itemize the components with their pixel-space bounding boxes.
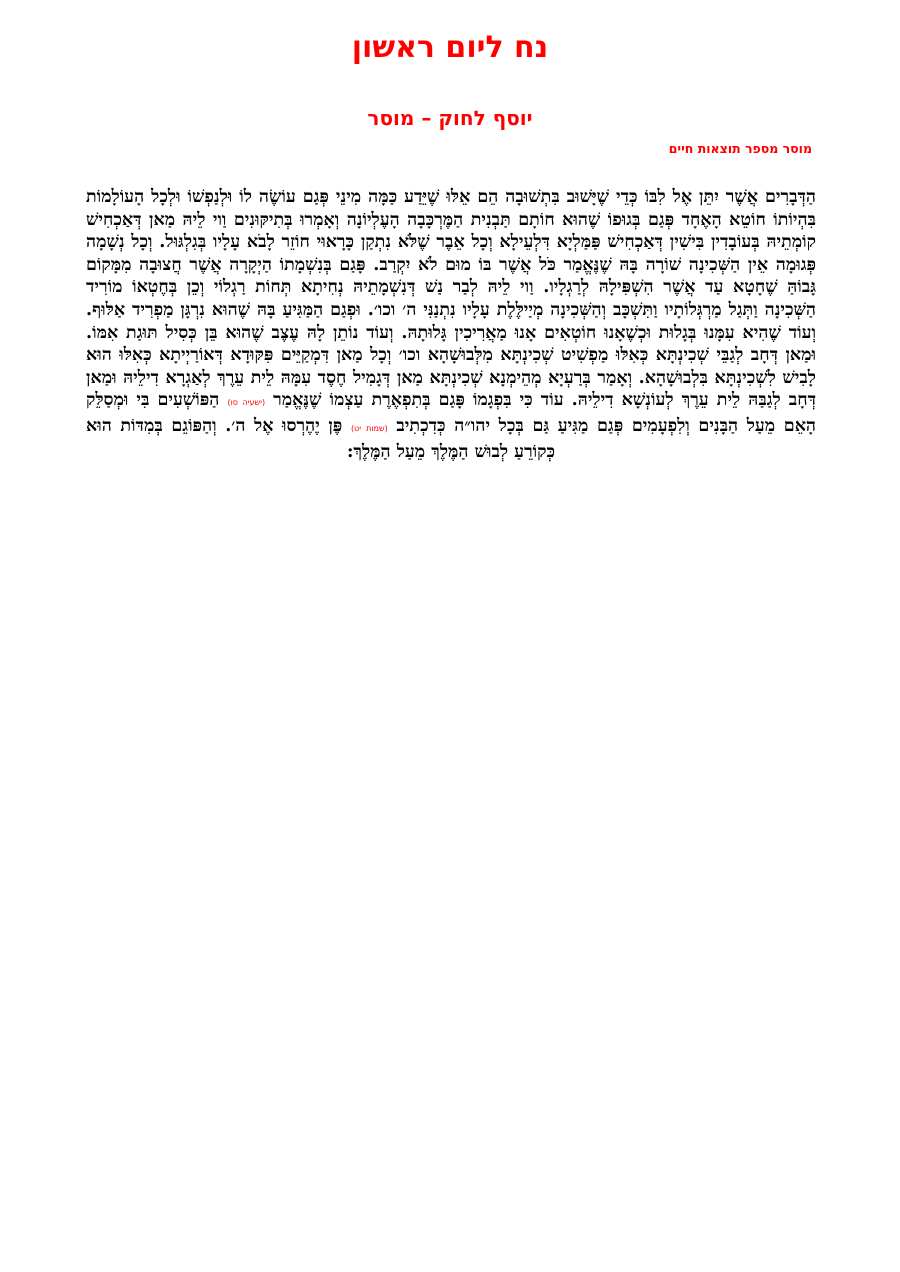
body-text-end: פֶּן יֶהֶרְסוּ אֶל ה׳. וְהַפּוֹגֵם בְּמִדּוֹת הוּא כְּקוֹרֵעַ לְבוּשׁ הַמֶּלֶךְ מֵעַל הַמֶּלֶךְ: <box>86 415 556 462</box>
source-reference: (ישעיה סו) <box>227 398 266 408</box>
source-reference: (שמות יט) <box>350 423 388 433</box>
page-title: נח ליום ראשון <box>351 30 549 65</box>
body-text-main: הַדְּבָרִים אֲשֶׁר יִתֵּן אֶל לִבּוֹ כְּדֵי שֶׁיָּשׁוּב בִּתְשׁוּבָה הֵם אֵלּוּ שֶׁיֵּדַע כַּמָּה מִינֵי פְּגַם עוֹשֶׂה לוֹ וּלְנַפְשׁוֹ וּלְכָל הָעוֹלָמוֹת בִּהְיוֹתוֹ חוֹטֵא הָאֶחָד פְּגַם בְּגוּפוֹ שֶׁהוּא חוֹתָם תַּבְנִית הַמֶּרְכָּבָה הָעֶלְיוֹנָה וְאָמְרוּ בְּתִיקּוּנִים וַוי לֵיהּ מַאן דְּאַכְחִישׁ קוֹמְתֵיהּ בְּעוֹבָדִין בִּישִׁין דְּאַכְחִישׁ פַּמַּלְיָא דִּלְעֵילָא וְכָל אֵבֶר שֶׁלֹּא נִתְקַן כָּרָאוּי חוֹזֵר לָבֹא עָלָיו בְּגִלְגּוּל. וְכָל נְשָׁמָה פְּגוּמָה אֵין הַשְּׁכִינָה שׁוֹרָה בָּהּ שֶׁנֶּאֱמַר כֹּל אֲשֶׁר בּוֹ מוּם לֹא יִקְרַב. פָּגַם בְּנִשְׁמָתוֹ הַיְקָרָה אֲשֶׁר חֲצוּבָה מִמָּקוֹם גָּבוֹהַּ שֶׁחָטָא עַד אֲשֶׁר הִשְׁפִּילָהּ לְרַגְלָיו. וַוי לֵיהּ לְבַר נַשׁ דְּנִשְׁמָתֵיהּ נְחִיתָא תְּחוֹת רַגְלוֹי וְכֵן בְּחֶטְאוֹ מוֹרִיד הַשְּׁכִינָה וַתְּגַל מַרְגְּלוֹתָיו וַתִּשְׁכָּב וְהַשְּׁכִינָה מְיַילֶּלֶת עָלָיו נִתְנַנִּי ה׳ וכו׳. וּפְגַם הַמַּגִּיעַ בָּהּ שֶׁהוּא נִרְגָּן מַפְרִיד אַלּוּף. וְעוֹד שֶׁהִיא עִמָּנוּ בְּגָלוּת וּכְשֶׁאָנוּ חוֹטְאִים אָנוּ מַאֲרִיכִין גָּלוּתָהּ. וְעוֹד נוֹתֵן לָהּ עֶצֶב שֶׁהוּא בֵּן כְּסִיל תּוּגַת אִמּוֹ. וּמַאן דְּחָב לְגַבֵּי שְׁכִינְתָּא כְּאִלּוּ מַפְשִׁיט שְׁכִינְתָּא מִלְּבוּשָׁהָא וכו׳ וְכָל מַאן דִּמְקַיֵּים פִּקּוּדָא דְּאוֹרַיְיתָא כְּאִלּוּ הוּא לָבִישׁ לִשְׁכִינְתָּא בִּלְבוּשָׁהָא. וְאָמַר בְּרַעְיָא מְהֵימְנָא שְׁכִינְתָּא מַאן דְּגָמִיל חֶסֶד עִמָּהּ לֵית עֵרֶךְ לְאַגְרָא דִילֵיהּ וּמַאן דְּחָב לְגַבַּהּ לֵית עֵרֶךְ לְעוֹנְשָׁא דִילֵיהּ. עוֹד כִּי בִּפְגָמוֹ פָּגַם בְּתִפְאֶרֶת עַצְמוֹ שֶׁנֶּאֱמַר <box>86 187 817 411</box>
body-text-continued: הַפּוֹשְׁעִים בִּי וּמְסַלֵּק הָאֵם מֵעַל הַבָּנִים וְלִפְעָמִים פְּגַם מַגִּיעַ גַּם בְּכָל יהו״ה כְּדִכְתִיב <box>86 390 816 436</box>
section-tag: מוסר מספר תוצאות חיים <box>668 141 812 156</box>
page-subtitle: יוסף לחוק – מוסר <box>367 106 533 130</box>
body-paragraph <box>86 186 816 463</box>
